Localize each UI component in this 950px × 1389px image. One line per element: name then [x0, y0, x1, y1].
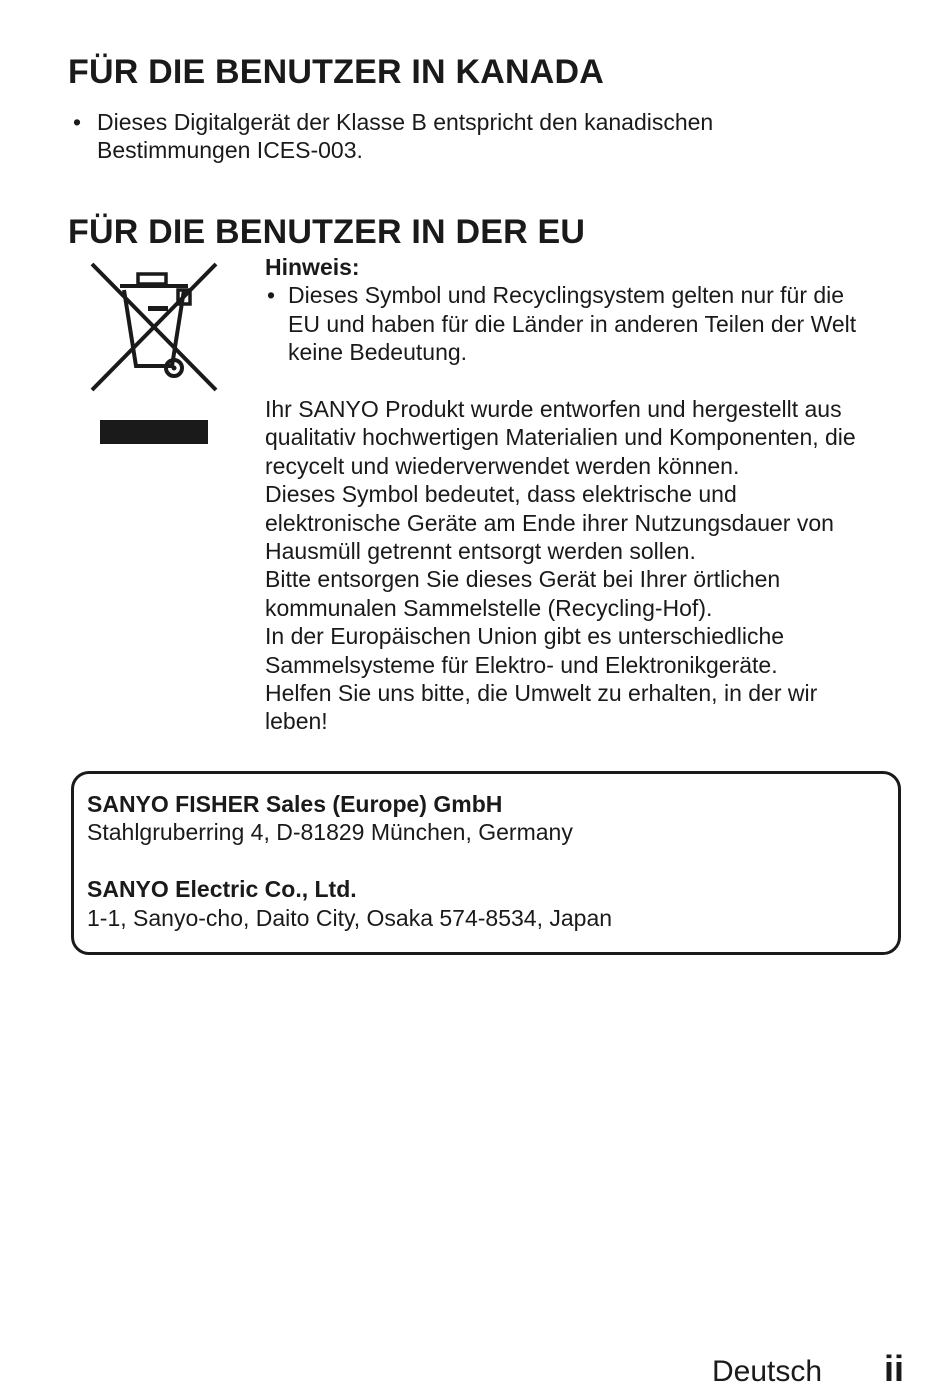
- recycling-paragraph: [265, 395, 915, 736]
- bullet-icon: •: [73, 109, 82, 135]
- company-address: Stahlgruberring 4, D-81829 München, Germany: [87, 819, 573, 846]
- note-line: Dieses Symbol und Recyclingsystem gelten nur für die: [288, 282, 845, 309]
- eu-heading: FÜR DIE BENUTZER IN DER EU: [68, 213, 586, 251]
- body-line: Helfen Sie uns bitte, die Umwelt zu erhalten, in der wir: [265, 680, 818, 707]
- canada-heading: FÜR DIE BENUTZER IN KANADA: [68, 53, 604, 91]
- body-line: Bitte entsorgen Sie dieses Gerät bei Ihrer örtlichen: [265, 566, 781, 593]
- company-name: SANYO Electric Co., Ltd.: [87, 876, 357, 903]
- body-line: kommunalen Sammelstelle (Recycling-Hof).: [265, 594, 713, 621]
- note-line: keine Bedeutung.: [288, 339, 468, 366]
- body-line: Sammelsysteme für Elektro- und Elektronikgeräte.: [265, 651, 778, 678]
- eu-text-column: [265, 253, 915, 736]
- company-name: SANYO FISHER Sales (Europe) GmbH: [87, 791, 503, 817]
- canada-notice-line: Bestimmungen ICES-003.: [97, 137, 363, 164]
- body-line: Dieses Symbol bedeutet, dass elektrische und: [265, 481, 737, 508]
- body-line: qualitativ hochwertigen Materialien und Komponenten, die: [265, 424, 856, 451]
- footer-language: Deutsch: [712, 1355, 823, 1388]
- body-line: In der Europäischen Union gibt es unterschiedliche: [265, 623, 785, 650]
- body-line: leben!: [265, 708, 328, 735]
- canada-notice: [73, 108, 793, 165]
- body-line: Hausmüll getrennt entsorgt werden sollen.: [265, 538, 696, 565]
- crossed-out-wheelie-bin-icon: [88, 262, 222, 448]
- body-line: elektronische Geräte am Ende ihrer Nutzungsdauer von: [265, 509, 834, 536]
- body-line: Ihr SANYO Produkt wurde entworfen und hergestellt aus: [265, 396, 842, 423]
- canada-notice-line: Dieses Digitalgerät der Klasse B entspricht den kanadischen: [97, 109, 714, 135]
- company-address: 1-1, Sanyo-cho, Daito City, Osaka 574-8534, Japan: [87, 904, 613, 931]
- note-title: Hinweis:: [265, 254, 360, 280]
- bullet-icon: •: [267, 282, 276, 309]
- note-item: [265, 281, 915, 366]
- address-box: [71, 771, 901, 955]
- page-number: ii: [884, 1348, 905, 1389]
- body-line: recycelt und wiederverwendet werden können.: [265, 452, 740, 479]
- note-line: EU und haben für die Länder in anderen Teilen der Welt: [288, 310, 857, 337]
